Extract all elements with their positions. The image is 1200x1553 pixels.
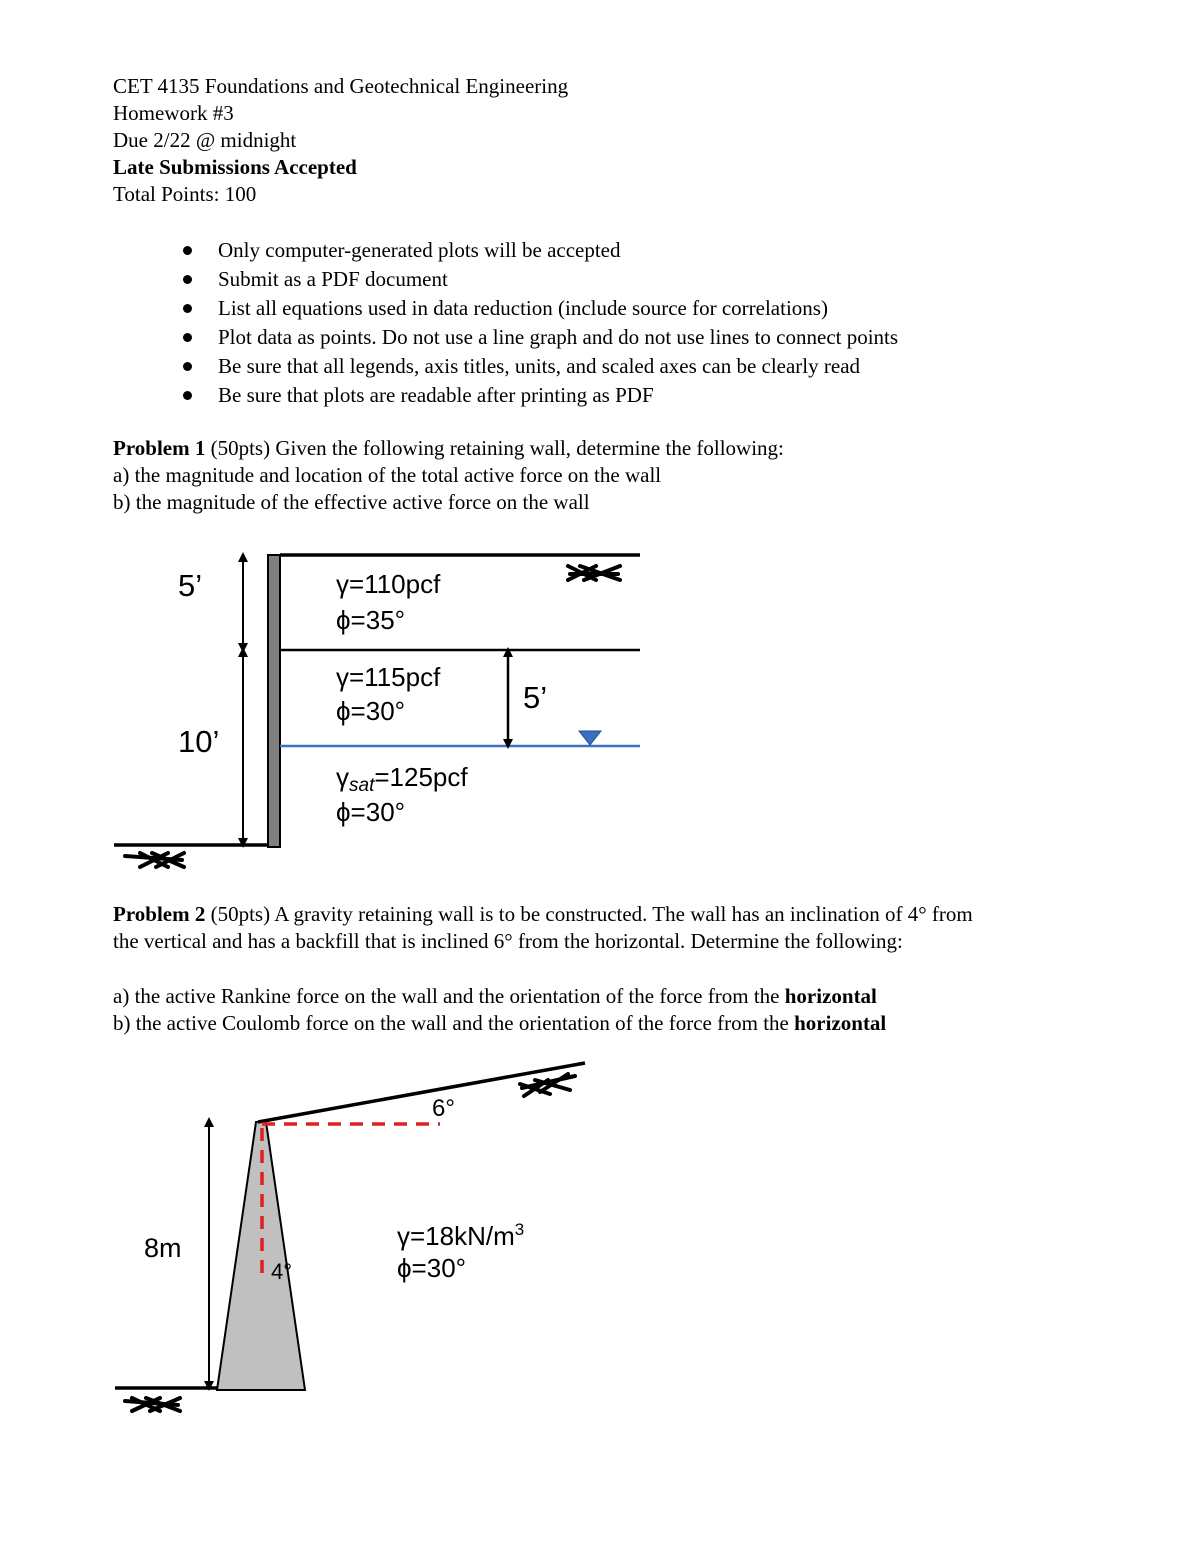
late-submissions-note: Late Submissions Accepted	[113, 155, 357, 179]
problem2-part-a-text: a) the active Rankine force on the wall and the orientation of the force from the	[113, 984, 785, 1008]
unit-weight-label	[397, 1220, 524, 1251]
problem2-part-b-text: b) the active Coulomb force on the wall and the orientation of the force from the	[113, 1011, 795, 1035]
list-item-text: Submit as a PDF document	[218, 267, 448, 291]
retaining-wall	[268, 555, 280, 847]
gamma-value: =125pcf	[374, 762, 468, 792]
inclined-backfill-surface	[258, 1063, 585, 1122]
homework-number: Homework #3	[113, 101, 234, 125]
layer1-friction-angle: ϕ=35°	[336, 605, 406, 635]
ground-hatch-icon	[568, 566, 620, 580]
ground-hatch-icon	[520, 1074, 575, 1096]
problem2-figure	[115, 1063, 585, 1411]
course-title: CET 4135 Foundations and Geotechnical Engineering	[113, 74, 569, 98]
list-item-text: List all equations used in data reduction (include source for correlations)	[218, 296, 828, 320]
dimension-label-bottom: 10’	[178, 724, 220, 759]
layer1-unit-weight: γ=110pcf	[336, 569, 441, 599]
problem1-intro: (50pts) Given the following retaining wall, determine the following:	[205, 436, 784, 460]
friction-angle-label: ϕ=30°	[397, 1253, 467, 1283]
backfill-angle-label: 6°	[432, 1095, 455, 1122]
list-item-text: Plot data as points. Do not use a line graph and do not use lines to connect points	[218, 325, 899, 349]
unit-weight-exponent: 3	[514, 1220, 525, 1239]
layer3-friction-angle: ϕ=30°	[336, 797, 406, 827]
list-item-text: Be sure that all legends, axis titles, units, and scaled axes can be clearly read	[218, 354, 861, 378]
list-item-text: Only computer-generated plots will be accepted	[218, 238, 621, 262]
gamma-symbol: γ	[336, 762, 349, 792]
problem2-statement-line2: the vertical and has a backfill that is inclined 6° from the horizontal. Determine the following:	[113, 929, 903, 953]
problem1-label: Problem 1	[113, 436, 206, 460]
problem2-label: Problem 2	[113, 902, 206, 926]
dimension-label-water: 5’	[523, 680, 548, 715]
layer3-unit-weight	[336, 762, 468, 796]
ground-hatch-icon	[125, 1398, 180, 1411]
problem1-figure	[114, 555, 640, 867]
unit-weight-text: γ=18kN/m	[397, 1221, 515, 1251]
ground-hatch-icon	[125, 853, 184, 867]
layer2-friction-angle: ϕ=30°	[336, 696, 406, 726]
due-date: Due 2/22 @ midnight	[113, 128, 297, 152]
problem1-part-a: a) the magnitude and location of the total active force on the wall	[113, 463, 662, 487]
gamma-subscript: sat	[349, 775, 375, 796]
problem2-intro: (50pts) A gravity retaining wall is to be constructed. The wall has an inclination of 4° from	[205, 902, 973, 926]
list-item-text: Be sure that plots are readable after printing as PDF	[218, 383, 654, 407]
wall-angle-label: 4°	[271, 1259, 293, 1284]
problem2-part-b-bold: horizontal	[794, 1011, 887, 1035]
layer2-unit-weight: γ=115pcf	[336, 662, 441, 692]
wall-height-label: 8m	[144, 1233, 182, 1263]
water-table-icon	[579, 731, 601, 745]
problem2-part-a-bold: horizontal	[784, 984, 877, 1008]
total-points: Total Points: 100	[113, 182, 257, 206]
dimension-label-top: 5’	[178, 568, 203, 603]
problem1-part-b: b) the magnitude of the effective active force on the wall	[113, 490, 590, 514]
